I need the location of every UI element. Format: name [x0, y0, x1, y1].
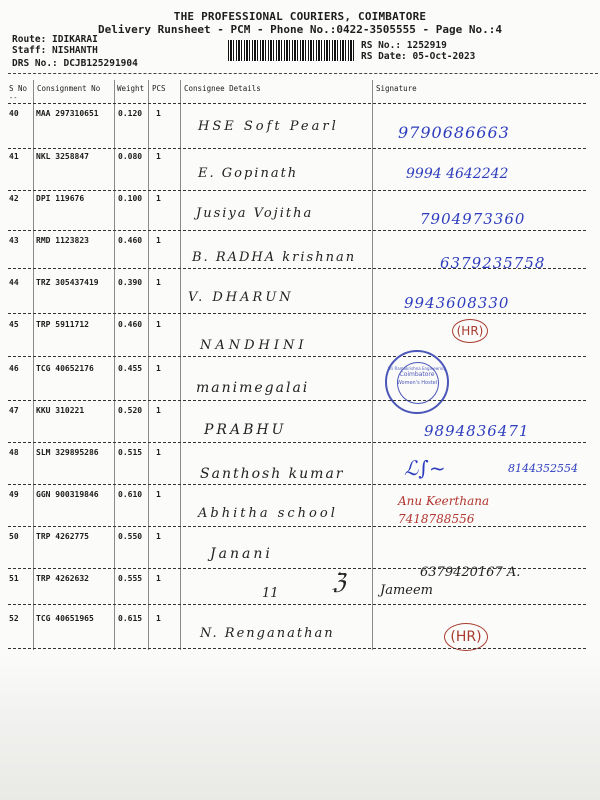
column-divider	[148, 80, 149, 650]
row-divider	[8, 442, 586, 443]
row-consignment: TCG 40652176	[36, 364, 94, 373]
row-consignment: TRP 4262632	[36, 574, 89, 583]
row-consignment: KKU 310221	[36, 406, 85, 415]
row-pcs: 1	[156, 152, 161, 161]
row-sno: 46	[9, 364, 19, 373]
row-consignment: TRP 4262775	[36, 532, 89, 541]
row-consignment: MAA 297310651	[36, 109, 99, 118]
row-weight: 0.100	[118, 194, 143, 203]
row-consignee: E. Gopinath	[198, 166, 299, 181]
row-divider	[8, 313, 586, 314]
stamp-line: Coimbatore	[399, 371, 435, 378]
column-header-sno: S No	[9, 84, 28, 93]
row-consignment: RMD 1123823	[36, 236, 89, 245]
row-consignee: NANDHINI	[200, 338, 308, 353]
row-signature: 9943608330	[404, 294, 510, 312]
stamp-line: Women's Hostel	[396, 380, 438, 386]
runsheet-subtitle: Delivery Runsheet - PCM - Phone No.:0422-3505555 - Page No.:4	[98, 23, 502, 36]
stamp-line: Sri Ramakrishna Engineering	[387, 366, 446, 371]
rs-date: RS Date: 05-Oct-2023	[361, 51, 476, 62]
barcode	[228, 40, 354, 61]
header-divider	[8, 73, 600, 74]
row-consignment: DPI 119676	[36, 194, 85, 203]
signature-scribble: ℒ∫~	[404, 456, 446, 480]
row-pcs: 1	[156, 406, 161, 415]
row-sno: 50	[9, 532, 19, 541]
row-signature: 8144352554	[508, 462, 578, 475]
row-weight: 0.555	[118, 574, 143, 583]
row-weight: 0.550	[118, 532, 143, 541]
row-sno: 41	[9, 152, 19, 161]
row-divider	[8, 604, 586, 605]
row-sno: 49	[9, 490, 19, 499]
row-pcs: 1	[156, 320, 161, 329]
column-header-weight: Weight	[117, 84, 145, 93]
row-pcs: 1	[156, 194, 161, 203]
row-sno: 43	[9, 236, 19, 245]
row-divider	[8, 190, 586, 191]
row-sno: 52	[9, 614, 19, 623]
row-weight: 0.080	[118, 152, 143, 161]
row-consignee: PRABHU	[204, 422, 287, 438]
row-consignee: manimegalai	[196, 380, 310, 396]
row-consignment: TRZ 305437419	[36, 278, 99, 287]
row-consignee: Janani	[210, 546, 273, 562]
signature-scribble: ℨ	[332, 570, 346, 595]
row-weight: 0.455	[118, 364, 143, 373]
row-sno: 40	[9, 109, 19, 118]
company-title: THE PROFESSIONAL COURIERS, COIMBATORE	[173, 10, 427, 23]
row-divider	[8, 268, 586, 269]
row-pcs: 1	[156, 364, 161, 373]
row-divider	[8, 648, 586, 649]
row-sno: 48	[9, 448, 19, 457]
staff-label: Staff: NISHANTH	[12, 45, 98, 56]
row-consignment: NKL 3258847	[36, 152, 89, 161]
row-consignee: Santhosh kumar	[200, 466, 345, 482]
row-consignment: SLM 329895286	[36, 448, 99, 457]
sno-dashes: --	[9, 94, 18, 102]
row-consignment: GGN 900319846	[36, 490, 99, 499]
route-label: Route: IDIKARAI	[12, 34, 98, 45]
row-sno: 42	[9, 194, 19, 203]
row-pcs: 1	[156, 532, 161, 541]
row-sno: 45	[9, 320, 19, 329]
row-pcs: 1	[156, 236, 161, 245]
row-weight: 0.515	[118, 448, 143, 457]
row-consignee: Jusiya Vojitha	[196, 206, 314, 221]
column-divider	[33, 80, 34, 650]
column-header-signature: Signature	[376, 84, 417, 93]
scan-shadow	[0, 655, 600, 800]
row-signature: 9790686663	[398, 123, 510, 142]
row-signature: 9894836471	[424, 422, 530, 440]
column-divider	[180, 80, 181, 650]
row-sno: 51	[9, 574, 19, 583]
institution-stamp	[385, 350, 449, 414]
row-signature: (HR)	[452, 319, 488, 343]
column-divider	[114, 80, 115, 650]
row-consignee: N. Renganathan	[200, 626, 335, 641]
row-consignee: HSE Soft Pearl	[198, 119, 339, 134]
row-consignee: 11	[262, 586, 279, 601]
row-divider	[8, 356, 586, 357]
row-consignment: TRP 5911712	[36, 320, 89, 329]
row-consignee: V. DHARUN	[188, 290, 294, 305]
row-consignee: Abhitha school	[198, 506, 338, 521]
row-signature: 9994 4642242	[406, 166, 509, 182]
row-divider	[8, 103, 586, 104]
row-divider	[8, 526, 586, 527]
row-pcs: 1	[156, 614, 161, 623]
row-weight: 0.120	[118, 109, 143, 118]
column-divider	[372, 80, 373, 650]
row-sno: 44	[9, 278, 19, 287]
row-divider	[8, 400, 586, 401]
row-divider	[8, 148, 586, 149]
row-pcs: 1	[156, 448, 161, 457]
row-pcs: 1	[156, 278, 161, 287]
row-signature: 6379420167 A. Jameem	[380, 565, 521, 598]
row-signature: 6379235758	[440, 254, 546, 272]
row-weight: 0.615	[118, 614, 143, 623]
row-weight: 0.390	[118, 278, 143, 287]
row-divider	[8, 230, 586, 231]
rs-number: RS No.: 1252919	[361, 40, 447, 51]
row-signature: 7904973360	[420, 210, 526, 228]
row-consignment: TCG 40651965	[36, 614, 94, 623]
row-divider	[8, 484, 586, 485]
row-signature: (HR)	[444, 623, 488, 651]
row-pcs: 1	[156, 574, 161, 583]
row-weight: 0.520	[118, 406, 143, 415]
drs-number: DRS No.: DCJB125291904	[12, 58, 138, 69]
column-header-consignment: Consignment No	[37, 84, 101, 93]
row-consignee: B. RADHA krishnan	[192, 250, 357, 265]
column-header-pcs: PCS	[152, 84, 166, 93]
row-pcs: 1	[156, 490, 161, 499]
column-header-consignee: Consignee Details	[184, 84, 261, 93]
row-weight: 0.610	[118, 490, 143, 499]
row-weight: 0.460	[118, 236, 143, 245]
row-pcs: 1	[156, 109, 161, 118]
row-weight: 0.460	[118, 320, 143, 329]
row-signature: Anu Keerthana 7418788556	[398, 494, 490, 526]
row-sno: 47	[9, 406, 19, 415]
